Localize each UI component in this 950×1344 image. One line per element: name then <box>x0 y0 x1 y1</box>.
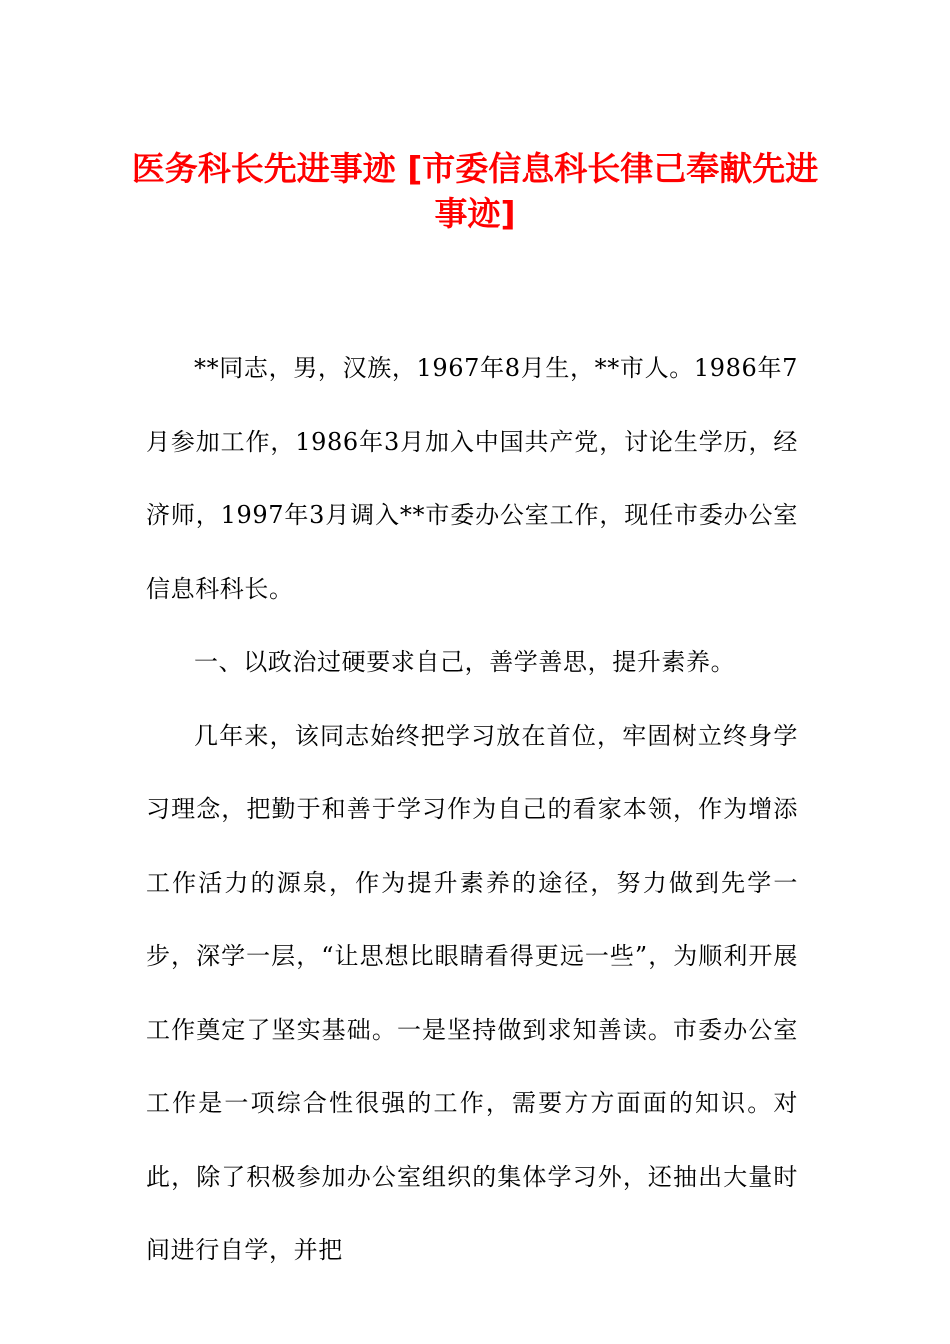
document-body <box>146 332 798 1288</box>
paragraph-section-heading: 一、以政治过硬要求自己，善学善思，提升素养。 <box>194 648 736 676</box>
paragraph-profile: **同志，男，汉族，1967年8月生，**市人。1986年7月参加工作，1986年3月加入中国共产党，讨论生学历，经济师，1997年3月调入**市委办公室工作，现任市委办公室信息科科长。 <box>146 354 798 603</box>
document-title: 医务科长先进事迹 [市委信息科长律己奉献先进事迹] <box>131 149 819 233</box>
paragraph-study: 几年来，该同志始终把学习放在首位，牢固树立终身学习理念，把勤于和善于学习作为自己的看家本领，作为增添工作活力的源泉，作为提升素养的途径，努力做到先学一步，深学一层，“让思想比眼睛看得更远一些”，为顺利开展工作奠定了坚实基础。一是坚持做到求知善读。市委办公室工作是一项综合性很强的工作，需要方方面面的知识。对此，除了积极参加办公室组织的集体学习外，还抽出大量时间进行自学，并把 <box>146 721 798 1264</box>
